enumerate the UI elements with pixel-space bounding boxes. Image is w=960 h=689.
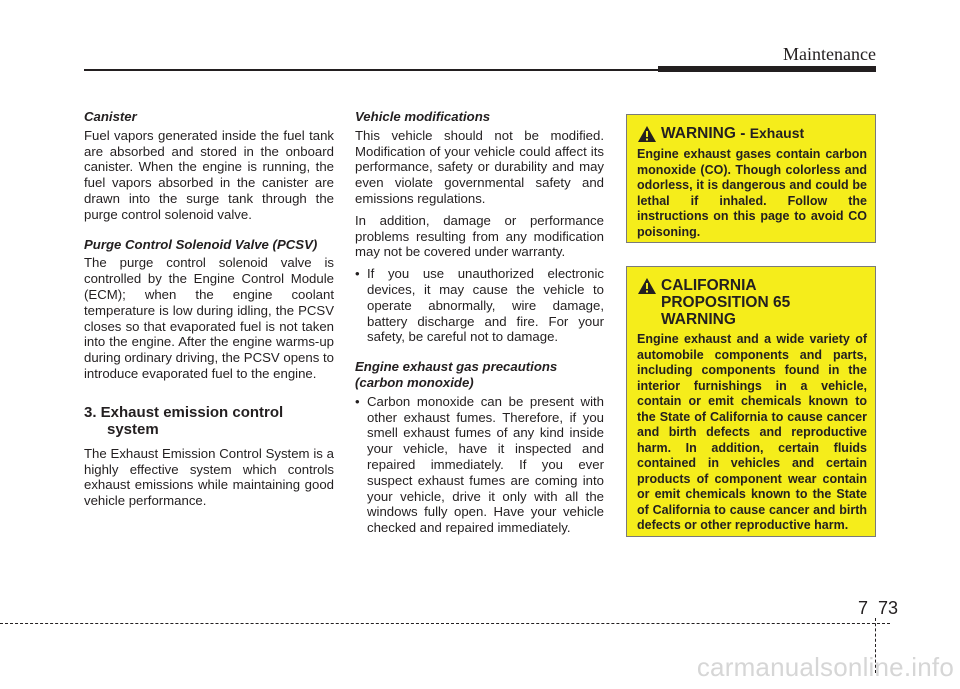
footer-rule [0, 623, 890, 624]
exhaust-precautions-list [355, 394, 604, 536]
canister-heading: Canister [84, 109, 137, 124]
page-number: 73 [878, 598, 899, 618]
vehicle-mods-heading: Vehicle modifications [355, 109, 491, 124]
chapter-number: 7 [858, 598, 869, 618]
pcsv-heading: Purge Control Solenoid Valve (PCSV) [84, 236, 318, 252]
warranty-text: In addition, damage or performance problems resulting from any modification may not be covered under warranty. [355, 212, 604, 260]
warning-exhaust-label: WARNING - [661, 125, 750, 142]
watermark: carmanualsonline.info [696, 652, 954, 682]
warning-ca65-title [637, 277, 867, 328]
warning-triangle-icon [637, 277, 657, 295]
warning-exhaust-box [626, 114, 876, 243]
vehicle-mods-list [355, 266, 604, 345]
warning-ca65-label: CALIFORNIA PROPOSITION 65 WARNING [661, 277, 791, 328]
warning-exhaust-subtitle: Exhaust [749, 125, 805, 141]
list-item: • If you use unauthorized electronic devices, it may cause the vehicle to operate abnormally, wire damage, battery discharge and fire. For your safety, be careful not to damage. [355, 266, 604, 345]
pcsv-text: The purge control solenoid valve is controlled by the Engine Control Module (ECM); when the engine coolant temperature is low during idling, the PCSV closes so that evaporated fuel is not taken into the engine. After the engine warms-up during ordinary driving, the PCSV opens to introduce evaporated fuel to the engine. [84, 255, 334, 381]
warning-exhaust-body: Engine exhaust gases contain carbon monoxide (CO). Though colorless and odorless, it is dangerous and could be lethal if inhaled. Follow the instructions on this page to avoid CO poisoning. [637, 147, 867, 239]
vehicle-mods-text: This vehicle should not be modified. Modification of your vehicle could affect its performance, safety or durability and may even violate governmental safety and emissions regulations. [355, 127, 604, 206]
header-rule-accent [658, 66, 876, 72]
middle-column [355, 109, 604, 542]
list-item: • Carbon monoxide can be present with other exhaust fumes. Therefore, if you smell exhaust fumes of any kind inside your vehicle, have it inspected and repaired immediately. If you ever suspect exhaust fumes are coming into your vehicle, drive it only with all the windows fully open. Have your vehicle checked and repaired immediately. [355, 394, 604, 536]
warning-triangle-icon [637, 125, 657, 143]
canister-text: Fuel vapors generated inside the fuel tank are absorbed and stored in the onboard canister. When the engine is running, the fuel vapors absorbed in the canister are drawn into the surge tank through the purge control solenoid valve. [84, 127, 334, 222]
section-heading: 3. Exhaust emission control system [84, 403, 284, 438]
left-column [84, 109, 334, 515]
warning-ca65-body: Engine exhaust and a wide variety of automobile components and parts, including components found in the interior furnishings in a vehicle, contain or emit chemicals known to the State of California to cause cancer and birth defects and reproductive harm. In addition, certain fluids contained in vehicles and certain products of component wear contain or emit chemicals known to the State of California to cause cancer and birth defects or other reproductive harm. [637, 332, 867, 532]
page-header-title: Maintenance [783, 44, 876, 64]
exhaust-precautions-heading: Engine exhaust gas precautions (carbon monoxide) [355, 359, 558, 390]
warning-exhaust-title [637, 125, 867, 143]
warning-ca65-box [626, 266, 876, 537]
section-text: The Exhaust Emission Control System is a highly effective system which controls exhaust emissions while maintaining good vehicle performance. [84, 445, 334, 509]
